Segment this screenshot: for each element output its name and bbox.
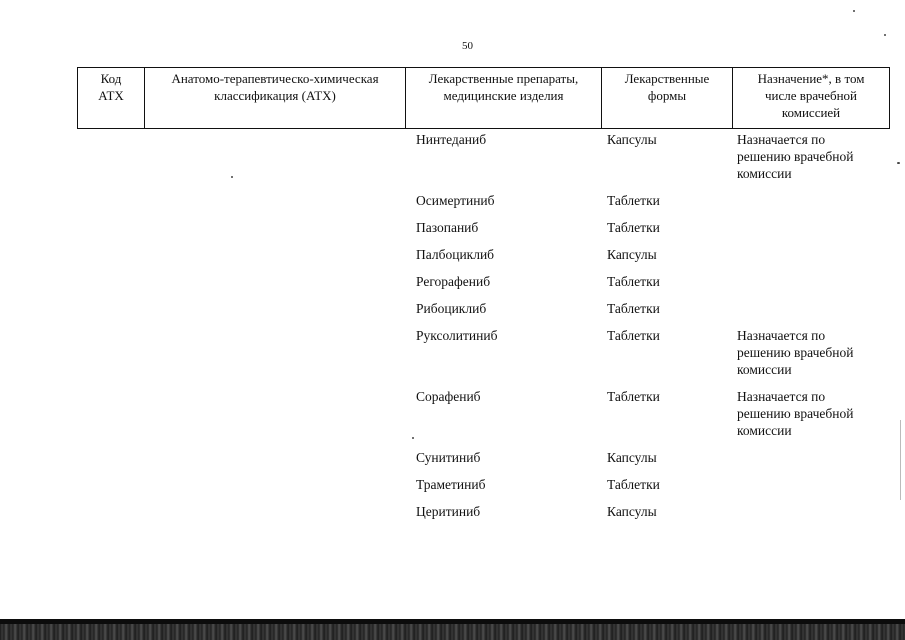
drug-name: Нинтеданиб xyxy=(416,132,487,147)
page-number: 50 xyxy=(462,40,473,52)
scan-speck xyxy=(897,162,900,164)
dosage-form: Таблетки xyxy=(607,301,660,316)
drug-name: Сорафениб xyxy=(416,389,481,404)
dosage-form: Таблетки xyxy=(607,389,660,404)
dosage-form: Капсулы xyxy=(607,132,657,147)
dosage-form: Капсулы xyxy=(607,247,657,262)
table-body xyxy=(0,131,905,530)
table-row xyxy=(0,449,905,476)
table-header xyxy=(77,67,890,129)
table-row xyxy=(0,476,905,503)
scan-speck xyxy=(884,34,886,36)
dosage-form: Таблетки xyxy=(607,477,660,492)
drug-name: Пазопаниб xyxy=(416,220,479,235)
drug-name: Руксолитиниб xyxy=(416,328,498,343)
table-row xyxy=(0,131,905,192)
header-atc-code: Код АТХ xyxy=(78,68,145,129)
scan-footer-bar xyxy=(0,619,905,640)
purpose-note: Назначается по решению врачебной комиссии xyxy=(737,132,854,181)
dosage-form: Капсулы xyxy=(607,450,657,465)
table-row xyxy=(0,192,905,219)
drug-name: Осимертиниб xyxy=(416,193,495,208)
dosage-form: Капсулы xyxy=(607,504,657,519)
dosage-form: Таблетки xyxy=(607,220,660,235)
table-row xyxy=(0,246,905,273)
drug-name: Регорафениб xyxy=(416,274,491,289)
drug-name: Траметиниб xyxy=(416,477,486,492)
table-row xyxy=(0,388,905,449)
dosage-form: Таблетки xyxy=(607,193,660,208)
scan-speck xyxy=(231,176,233,178)
table-row xyxy=(0,273,905,300)
header-medicines: Лекарственные препараты, медицинские изделия xyxy=(406,68,602,129)
scan-speck xyxy=(412,437,414,439)
drug-name: Церитиниб xyxy=(416,504,481,519)
dosage-form: Таблетки xyxy=(607,274,660,289)
table-row xyxy=(0,300,905,327)
header-dosage-forms: Лекарственные формы xyxy=(602,68,733,129)
table-row xyxy=(0,327,905,388)
drug-name: Сунитиниб xyxy=(416,450,481,465)
purpose-note: Назначается по решению врачебной комиссии xyxy=(737,389,854,438)
dosage-form: Таблетки xyxy=(607,328,660,343)
purpose-note: Назначается по решению врачебной комиссии xyxy=(737,328,854,377)
drug-name: Рибоциклиб xyxy=(416,301,487,316)
scan-speck xyxy=(853,10,855,12)
drug-name: Палбоциклиб xyxy=(416,247,495,262)
scan-edge-line xyxy=(900,420,901,500)
table-row xyxy=(0,219,905,246)
header-atc-classification: Анатомо-терапевтическо-химическая классификация (АТХ) xyxy=(145,68,406,129)
table-row xyxy=(0,503,905,530)
header-purpose: Назначение*, в том числе врачебной комиссией xyxy=(733,68,890,129)
